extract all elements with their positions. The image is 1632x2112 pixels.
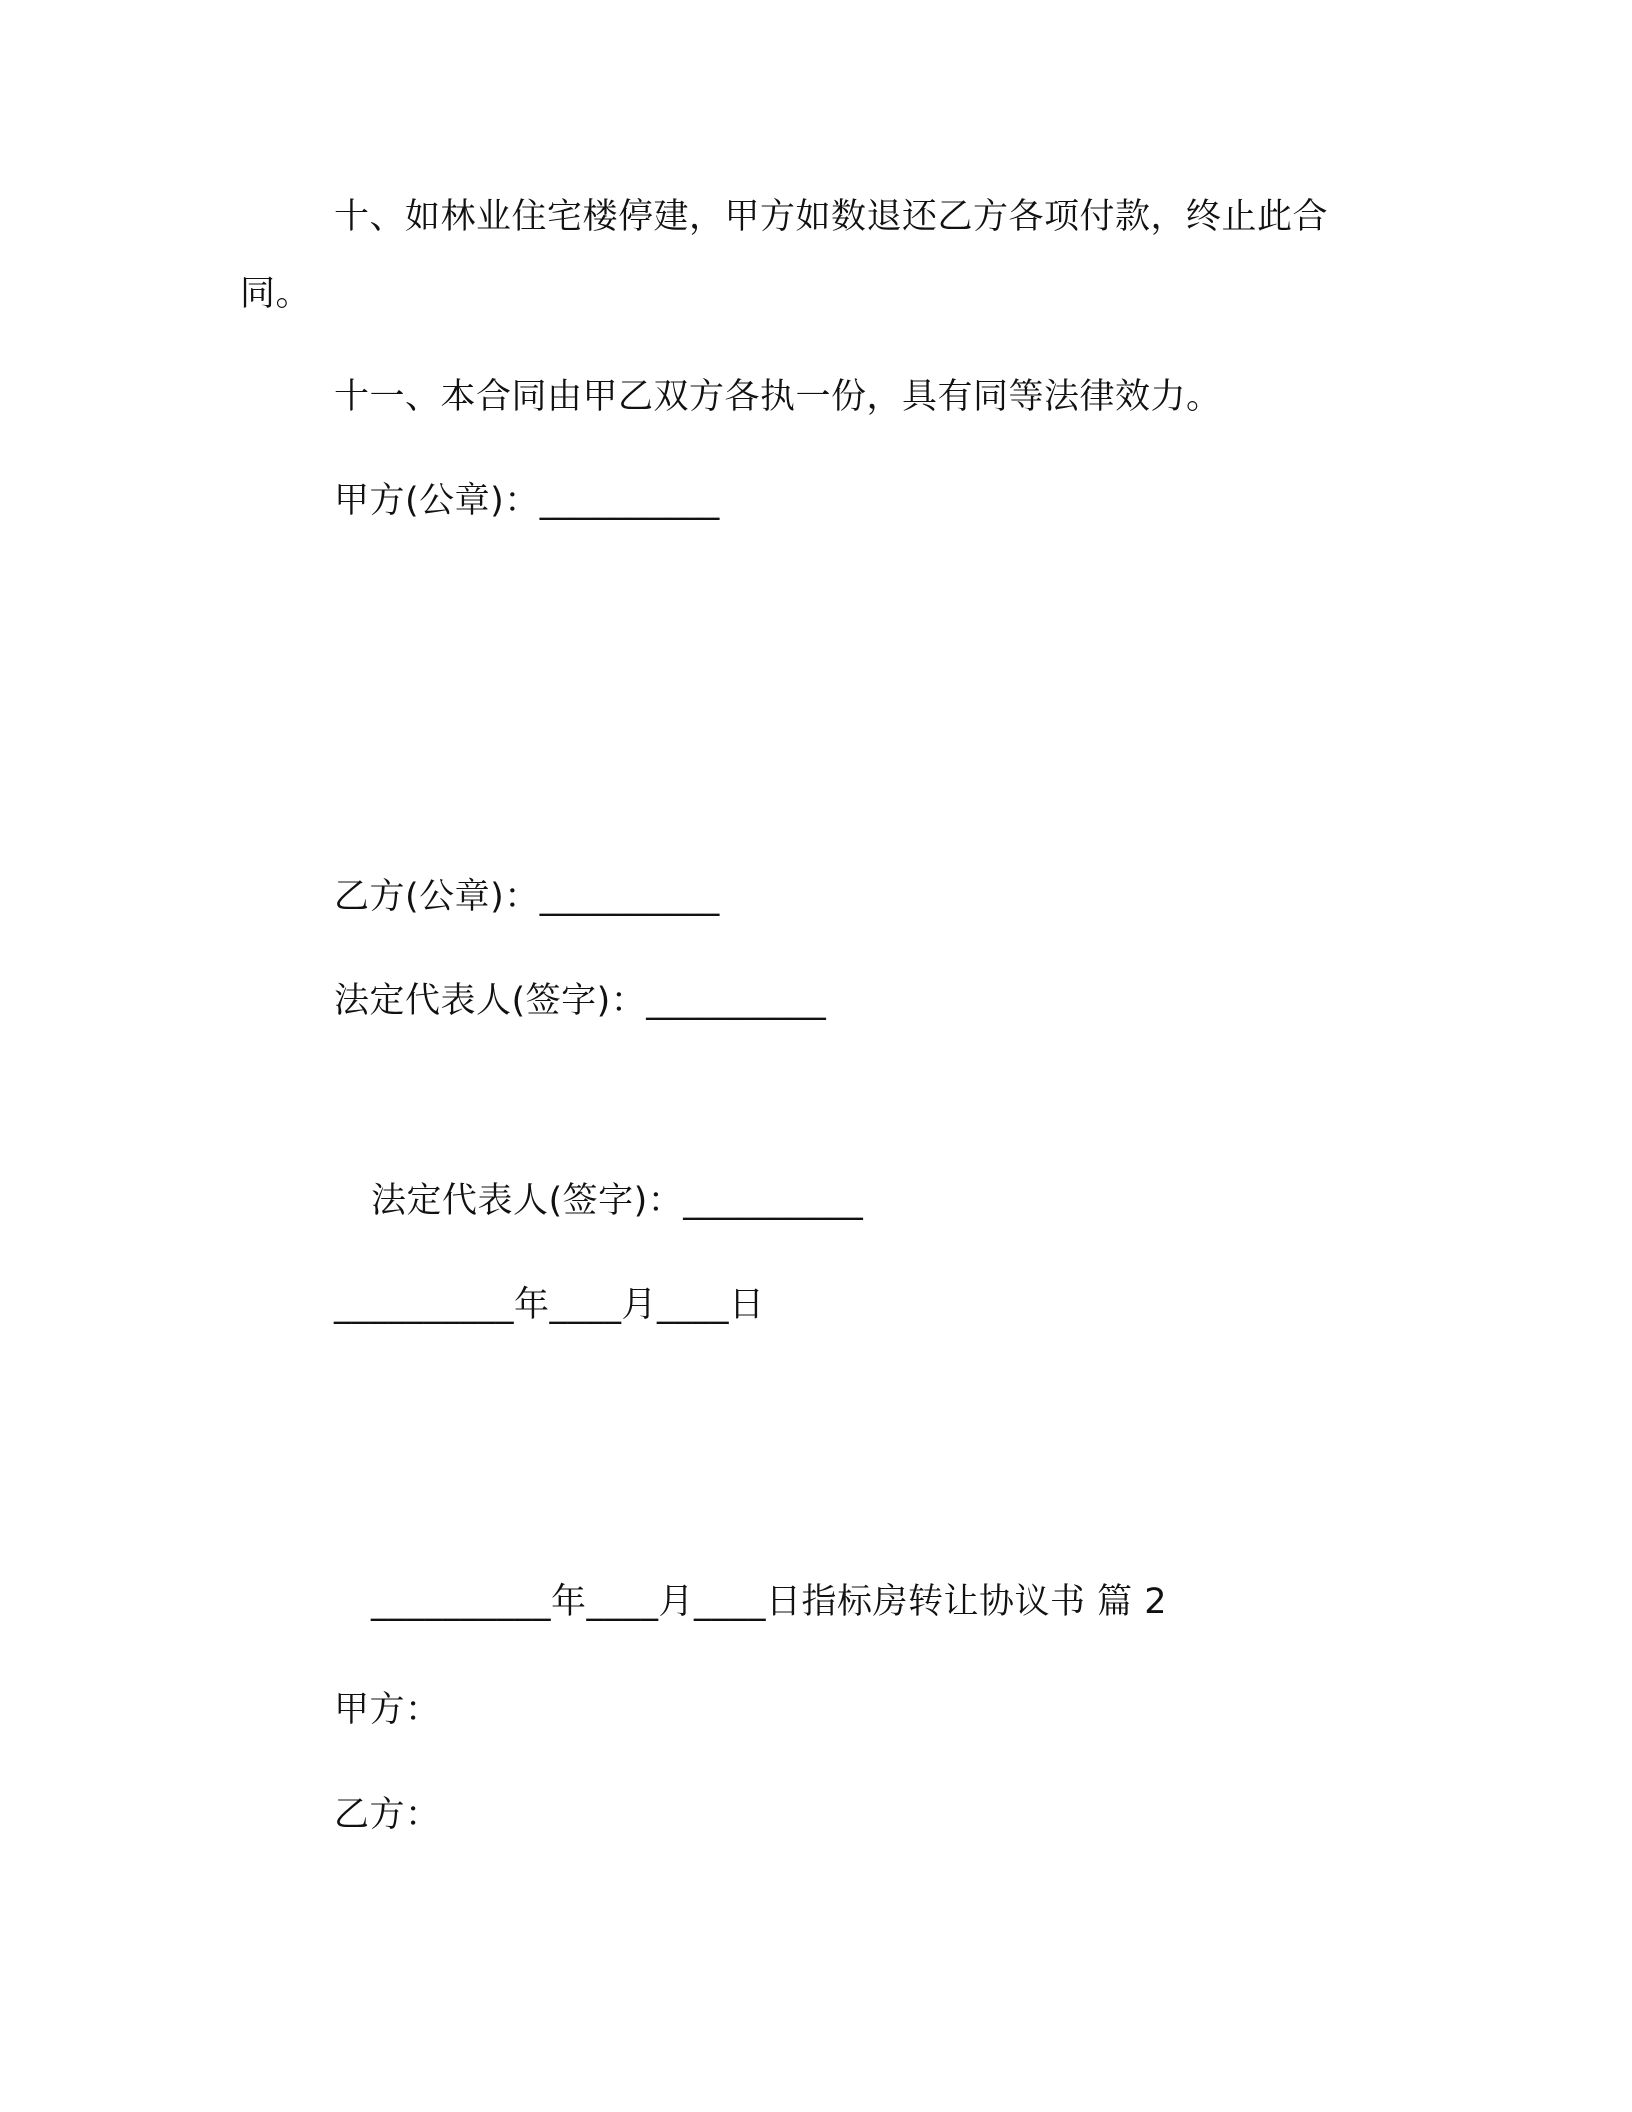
party-a-label: 甲方： [334, 1690, 441, 1730]
clause-11-text: 十一、本合同由甲乙双方各执一份，具有同等法律效力。 [334, 377, 1222, 417]
party-b-seal-line: 乙方(公章)：__________ [334, 877, 720, 917]
legal-representative-line: 法定代表人(签字)：__________ [371, 1181, 864, 1221]
party-b-label: 乙方： [334, 1795, 441, 1835]
clause-10-text: 十、如林业住宅楼停建，甲方如数退还乙方各项付款，终止此合 [334, 197, 1329, 237]
legal-representative-line: 法定代表人(签字)：__________ [334, 981, 827, 1021]
clause-10-text-continued: 同。 [240, 274, 312, 314]
section-title-line: __________年____月____日指标房转让协议书 篇 2 [371, 1582, 1168, 1622]
party-a-seal-line: 甲方(公章)：__________ [334, 481, 720, 521]
date-line: __________年____月____日 [334, 1285, 765, 1325]
